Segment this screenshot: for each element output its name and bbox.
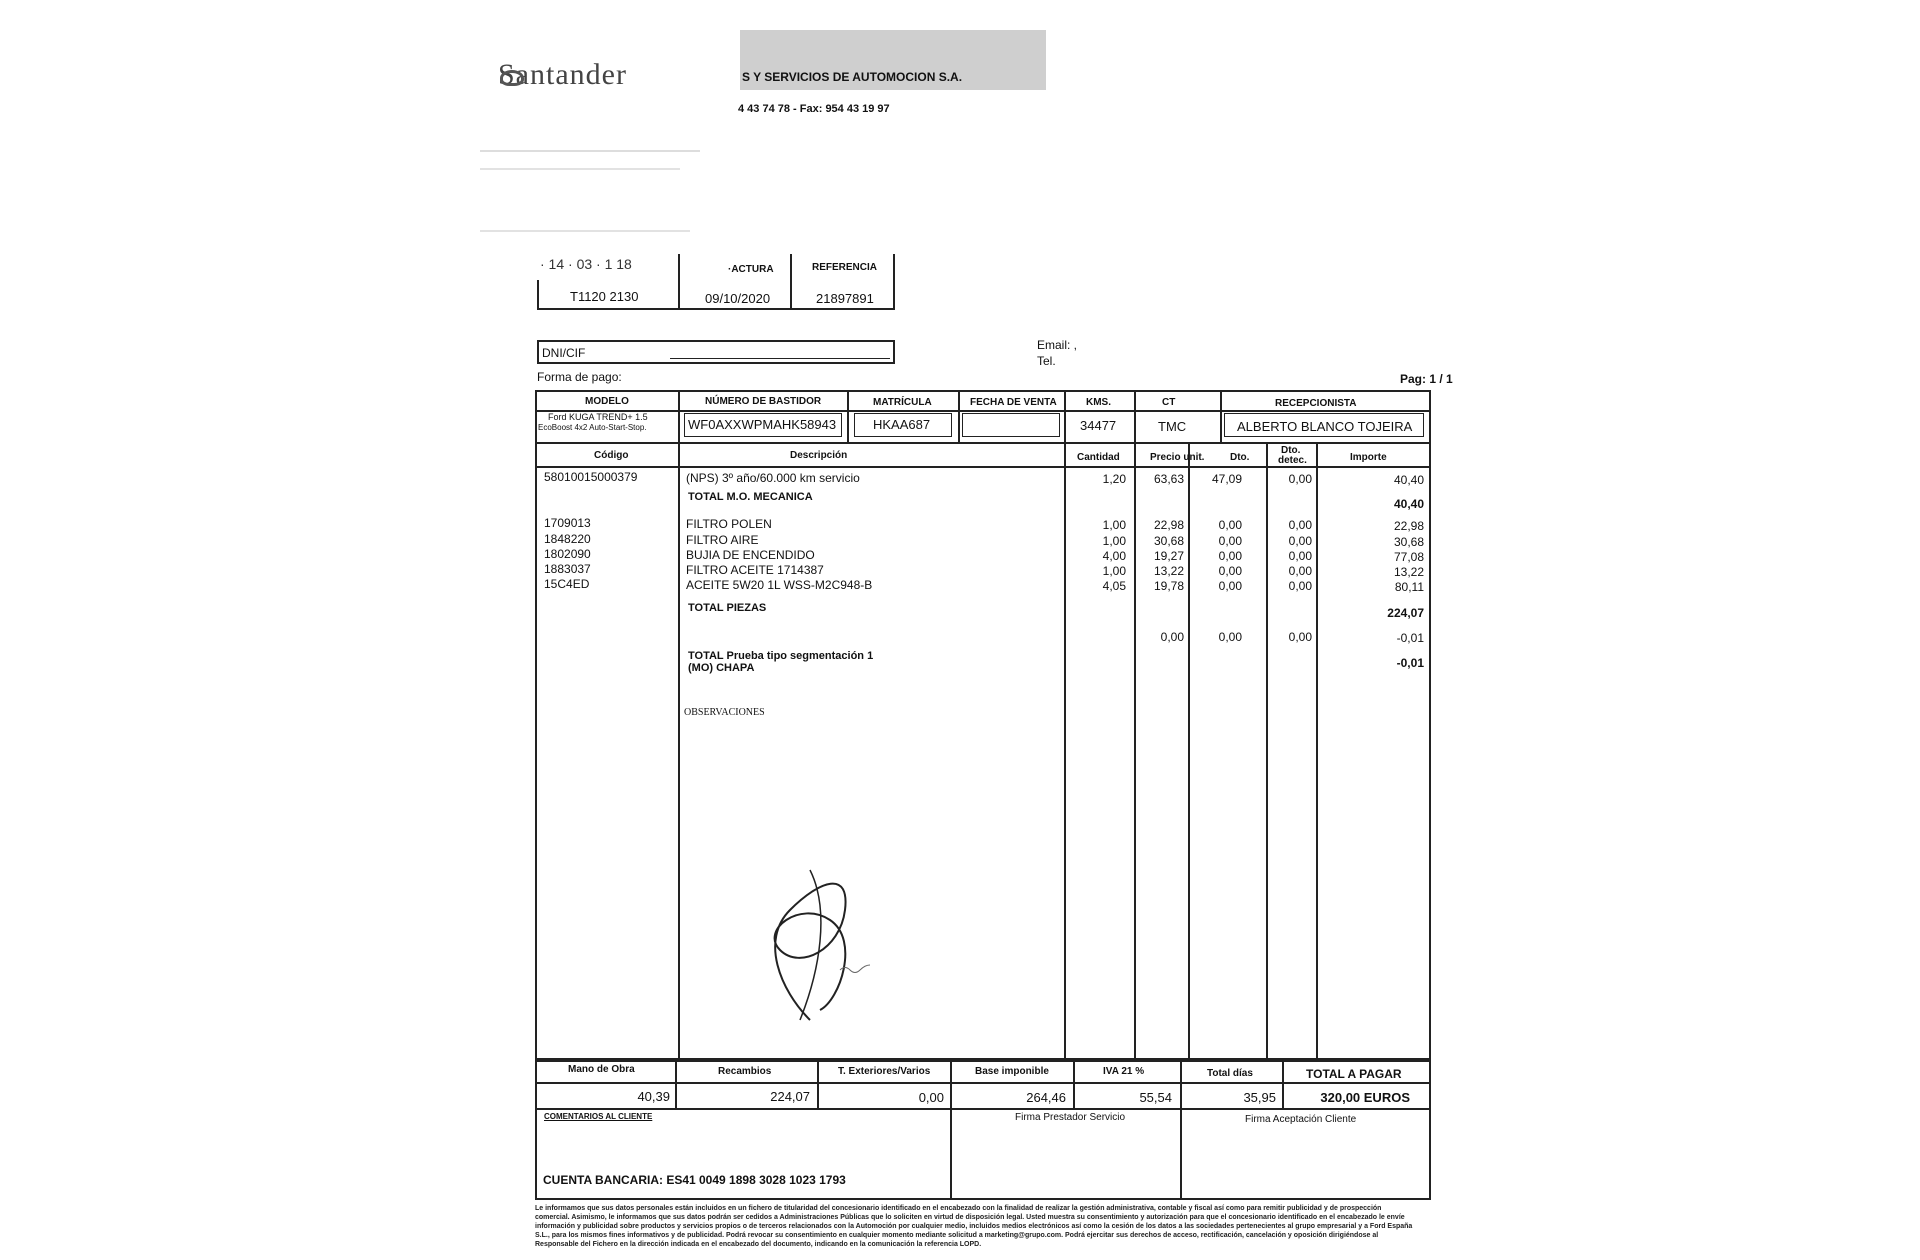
to-pay-header: TOTAL A PAGAR	[1306, 1067, 1402, 1081]
payment-label: Forma de pago:	[537, 370, 622, 384]
row-line	[535, 466, 1431, 468]
client-sign-label: Firma Aceptación Cliente	[1245, 1114, 1357, 1125]
line-discount: 0,00	[1218, 579, 1242, 593]
line-qty: 1,20	[1102, 472, 1126, 486]
unit-price-header: Precio unit.	[1150, 452, 1205, 463]
line-code: 1802090	[544, 547, 591, 561]
line-unit-price: 22,98	[1153, 518, 1184, 532]
total-due-value: 35,95	[1243, 1090, 1276, 1105]
model-line1: Ford KUGA TREND+ 1.5	[548, 412, 648, 422]
vat-header: IVA 21 %	[1103, 1066, 1145, 1077]
line-unit-price: 30,68	[1153, 534, 1184, 548]
labor-header: Mano de Obra	[568, 1064, 635, 1075]
seg-discount2: 0,00	[1288, 630, 1312, 644]
page-number: Pag: 1 / 1	[1400, 372, 1453, 386]
kms-header: KMS.	[1086, 397, 1111, 408]
discount-header: Dto.	[1230, 452, 1250, 463]
dni-field	[537, 340, 895, 364]
tel-label: Tel.	[1037, 354, 1056, 368]
line-discount: 0,00	[1218, 518, 1242, 532]
col-line	[817, 1058, 819, 1108]
seg-label-line2: (MO) CHAPA	[688, 662, 755, 674]
faded-address-line	[480, 168, 680, 170]
reference-label: REFERENCIA	[812, 262, 878, 273]
line-discount: 47,09	[1211, 472, 1242, 486]
line-amount: 77,08	[1393, 550, 1424, 564]
receptionist-header: RECEPCIONISTA	[1275, 398, 1357, 409]
seg-total: -0,01	[1396, 656, 1424, 670]
partial-text: · 14 · 03 · 1 18	[540, 256, 632, 272]
external-total: 0,00	[918, 1090, 944, 1105]
line-amount: 40,40	[1393, 473, 1424, 487]
provider-sign-label: Firma Prestador Servicio	[1015, 1112, 1126, 1123]
line-amount: 80,11	[1394, 580, 1424, 594]
parts-total-label: TOTAL PIEZAS	[688, 602, 767, 614]
parts-total: 224,07	[770, 1089, 810, 1104]
model-line2: EcoBoost 4x2 Auto-Start-Stop.	[538, 423, 647, 432]
comments-label: COMENTARIOS AL CLIENTE	[544, 1112, 653, 1121]
line-discount2: 0,00	[1288, 534, 1312, 548]
col-line	[678, 442, 680, 1062]
line-discount: 0,00	[1218, 534, 1242, 548]
line-discount2: 0,00	[1288, 472, 1312, 486]
parts-total-value: 224,07	[1387, 606, 1424, 620]
line-description: ACEITE 5W20 1L WSS-M2C948-B	[686, 578, 873, 592]
seg-discount: 0,00	[1218, 630, 1242, 644]
line-code: 1883037	[544, 562, 591, 576]
reference-value: 21897891	[816, 291, 874, 306]
line-qty: 1,00	[1102, 534, 1126, 548]
col-line	[958, 390, 960, 442]
col-line	[1220, 390, 1222, 442]
invoice-date-label: ·ACTURA	[728, 264, 774, 275]
col-line	[1180, 1058, 1182, 1200]
taxable-total: 264,46	[1026, 1090, 1066, 1105]
discount2-header-l1: Dto.	[1281, 445, 1301, 456]
line-unit-price: 13,22	[1153, 564, 1184, 578]
line-description: FILTRO AIRE	[686, 533, 759, 547]
divider	[790, 254, 792, 310]
ct-value: TMC	[1158, 419, 1187, 434]
mo-total-label: TOTAL M.O. MECANICA	[688, 491, 813, 503]
line-discount: 0,00	[1218, 549, 1242, 563]
invoice-date: 09/10/2020	[705, 291, 771, 306]
sale-date-cell	[962, 413, 1060, 437]
line-amount: 30,68	[1393, 535, 1424, 549]
line-code: 1848220	[544, 532, 591, 546]
external-header: T. Exteriores/Varios	[838, 1066, 931, 1077]
col-line	[1073, 1058, 1075, 1108]
invoice-number: T1120 2130	[570, 289, 639, 304]
discount2-header-l2: detec.	[1278, 455, 1307, 466]
line-description: FILTRO ACEITE 1714387	[686, 563, 824, 577]
line-description: BUJIA DE ENCENDIDO	[686, 548, 815, 562]
col-line	[950, 1058, 952, 1200]
line-unit-price: 19,27	[1153, 549, 1184, 563]
flame-logo-icon	[500, 70, 524, 86]
seg-unit-price: 0,00	[1160, 630, 1184, 644]
code-header: Código	[594, 450, 629, 461]
model-header: MODELO	[585, 396, 629, 407]
faded-address-line	[480, 150, 700, 152]
dni-label: DNI/CIF	[542, 346, 586, 360]
faded-address-line	[480, 230, 690, 232]
line-qty: 1,00	[1102, 564, 1126, 578]
chassis-value: WF0AXXWPMAHK58943	[688, 417, 837, 432]
vat-total: 55,54	[1139, 1090, 1172, 1105]
total-due-header: Total días	[1207, 1068, 1253, 1079]
line-code: 58010015000379	[544, 470, 638, 484]
divider	[678, 254, 680, 310]
ct-header: CT	[1162, 397, 1176, 408]
col-line	[1064, 390, 1066, 442]
kms-value: 34477	[1080, 418, 1117, 433]
to-pay-value: 320,00 EUROS	[1320, 1090, 1410, 1105]
taxable-header: Base imponible	[975, 1066, 1049, 1077]
qty-header: Cantidad	[1077, 452, 1120, 463]
line-discount: 0,00	[1218, 564, 1242, 578]
line-discount2: 0,00	[1288, 549, 1312, 563]
col-line	[675, 1058, 677, 1108]
line-unit-price: 63,63	[1153, 472, 1184, 486]
handwritten-signature	[740, 850, 930, 1030]
bank-logo: Santander	[498, 58, 627, 91]
parts-header: Recambios	[718, 1066, 772, 1077]
line-code: 15C4ED	[544, 577, 590, 591]
seg-label-line1: TOTAL Prueba tipo segmentación 1	[688, 650, 874, 662]
line-qty: 4,00	[1102, 549, 1126, 563]
chassis-header: NÚMERO DE BASTIDOR	[705, 396, 822, 407]
main-table	[535, 390, 1431, 1062]
description-header: Descripción	[790, 450, 848, 461]
line-unit-price: 19,78	[1153, 579, 1184, 593]
line-discount2: 0,00	[1288, 564, 1312, 578]
receptionist-value: ALBERTO BLANCO TOJEIRA	[1237, 419, 1413, 434]
plate-value: HKAA687	[873, 417, 931, 432]
phone-fax: 4 43 74 78 - Fax: 954 43 19 97	[738, 103, 890, 115]
col-line	[1282, 1058, 1284, 1108]
divider	[537, 280, 539, 310]
line-amount: 22,98	[1393, 519, 1424, 533]
labor-total: 40,39	[637, 1089, 670, 1104]
mo-total-value: 40,40	[1393, 497, 1424, 511]
line-description: (NPS) 3º año/60.000 km servicio	[686, 471, 860, 485]
line-discount2: 0,00	[1288, 579, 1312, 593]
sale-date-header: FECHA DE VENTA	[970, 397, 1057, 408]
email-label: Email: ,	[1037, 338, 1078, 352]
row-line	[535, 442, 1431, 444]
amount-header: Importe	[1350, 452, 1387, 463]
company-name: S Y SERVICIOS DE AUTOMOCION S.A.	[742, 70, 963, 84]
row-line	[535, 410, 1431, 412]
legal-notice: Le informamos que sus datos personales están incluidos en un fichero de titularidad del concesionario identificado en el encabezado con la finalidad de realizar la gestión administrativa, contable y fiscal así como para remitir publicidad y de prospección comercial. Asimismo, le informamos que sus datos podrán ser cedidos a Administraciones Públicas que lo soliciten en virtud de disposición legal. Usted muestra su consentimiento y autorización para que el concesionario identificado en el encabezado le envíe información y publicidad sobre productos y servicios propios o de terceros relacionados con la Automoción por cualquier medio, incluidos medios electrónicos así como la cesión de los datos a las sociedades pertenecientes al grupo empresarial y a Ford España S.L., para los mismos fines informativos y de publicidad. Podrá revocar su consentimiento en cualquier momento mediante solicitud a marketing@grupo.com. Podrá ejercitar sus derechos de acceso, rectificación, cancelación y oposición dirigiéndose al Responsable del Fichero en la dirección indicada en el encabezado del documento, indicando en la comunicación la referencia LOPD.	[535, 1205, 1413, 1248]
dni-line	[670, 358, 890, 359]
observations-label: OBSERVACIONES	[684, 707, 765, 718]
col-line	[678, 390, 680, 442]
line-discount2: 0,00	[1288, 518, 1312, 532]
line-qty: 1,00	[1102, 518, 1126, 532]
bank-account: CUENTA BANCARIA: ES41 0049 1898 3028 1023 1793	[543, 1173, 846, 1187]
plate-header: MATRÍCULA	[873, 397, 932, 408]
line-code: 1709013	[544, 516, 591, 530]
line-amount: 13,22	[1393, 565, 1424, 579]
seg-amount: -0,01	[1396, 631, 1424, 645]
col-line	[1134, 390, 1136, 442]
line-qty: 4,05	[1102, 579, 1126, 593]
col-line	[847, 390, 849, 442]
line-description: FILTRO POLEN	[686, 517, 772, 531]
